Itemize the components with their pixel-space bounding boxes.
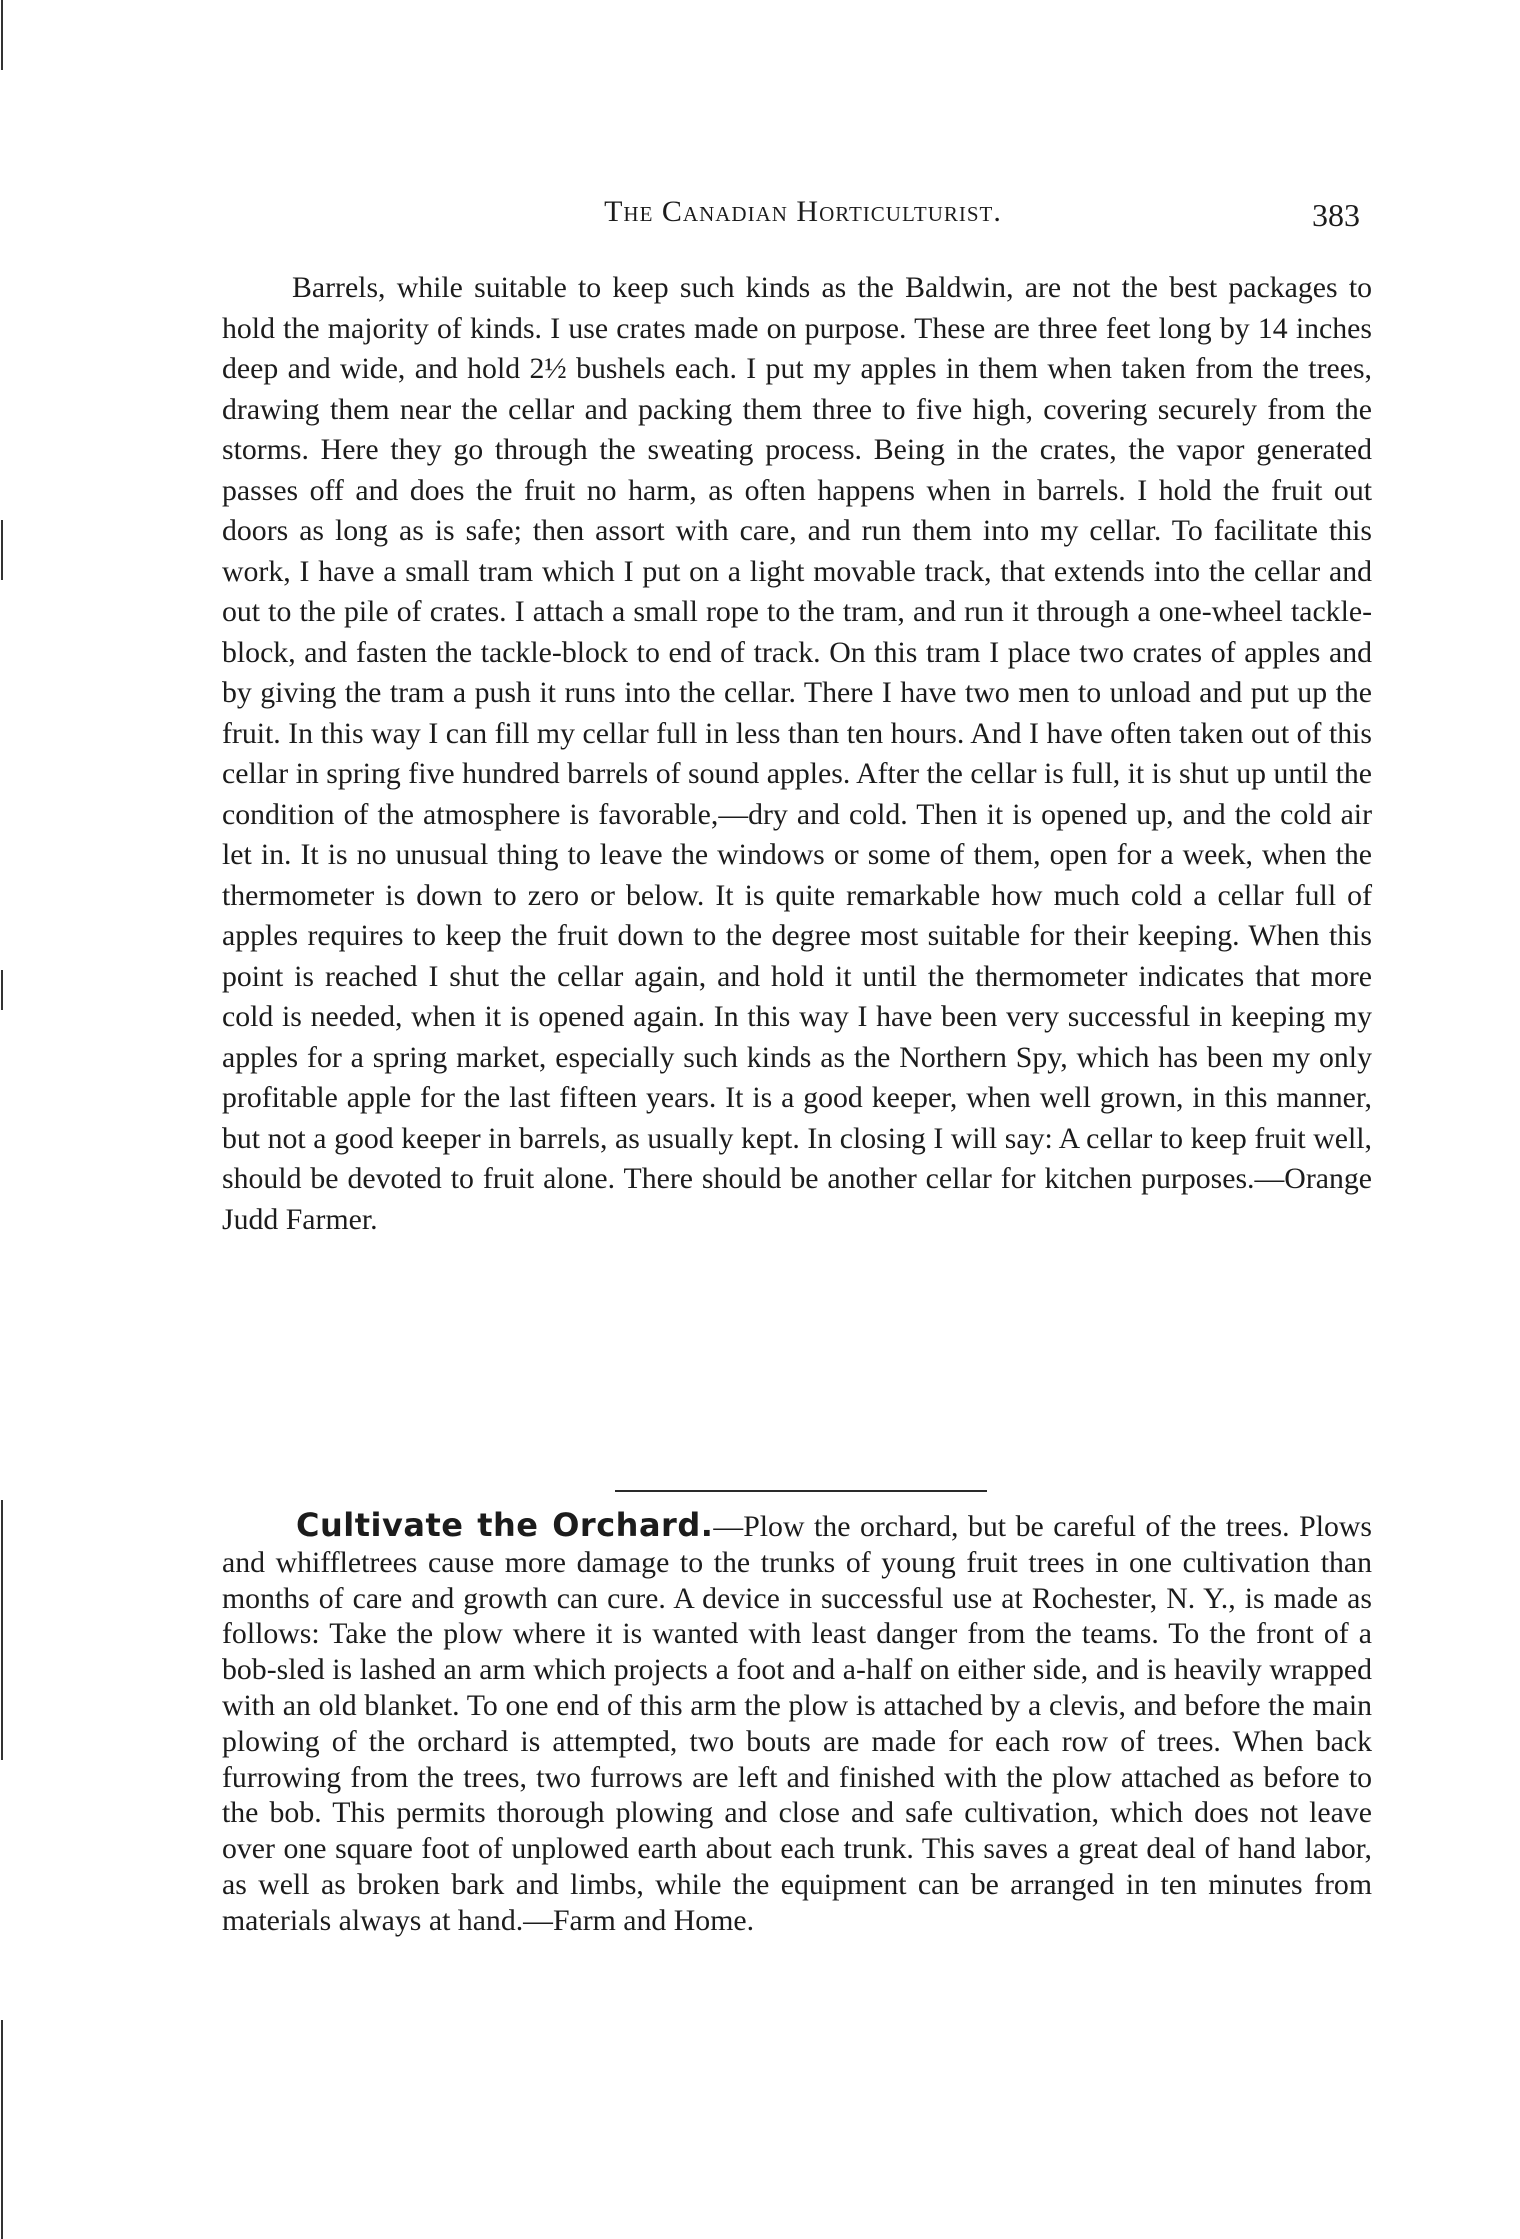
edge-mark <box>1 970 3 1010</box>
running-title: The Canadian Horticulturist. <box>604 195 1002 228</box>
edge-mark <box>1 0 3 70</box>
page-header <box>228 195 1378 243</box>
edge-mark <box>1 520 3 580</box>
page-number: 383 <box>1312 197 1360 233</box>
article-heading: Cultivate the Orchard. <box>296 1506 714 1544</box>
article-cultivate-orchard <box>222 1508 1372 1939</box>
edge-mark <box>1 2020 3 2239</box>
article-cellar-storage: Barrels, while suitable to keep such kinds as the Baldwin, are not the best packages to hold the majority of kinds. I use crates made on purpose. These are three feet long by 14 inches deep and wide, and hold 2½ bushels each. I put my apples in them when taken from the trees, drawing them near the cellar and packing them three to five high, covering securely from the storms. Here they go through the sweating process. Being in the crates, the vapor generated passes off and does the fruit no harm, as often happens when in barrels. I hold the fruit out doors as long as is safe; then assort with care, and run them into my cellar. To facilitate this work, I have a small tram which I put on a light movable track, that extends into the cellar and out to the pile of crates. I attach a small rope to the tram, and run it through a one-wheel tackle-block, and fasten the tackle-block to end of track. On this tram I place two crates of apples and by giving the tram a push it runs into the cellar. There I have two men to unload and put up the fruit. In this way I can fill my cellar full in less than ten hours. And I have often taken out of this cellar in spring five hundred barrels of sound apples. After the cellar is full, it is shut up until the condition of the atmosphere is favorable,—dry and cold. Then it is opened up, and the cold air let in. It is no unusual thing to leave the windows or some of them, open for a week, when the thermometer is down to zero or below. It is quite remarkable how much cold a cellar full of apples requires to keep the fruit down to the degree most suitable for their keeping. When this point is reached I shut the cellar again, and hold it until the thermometer indicates that more cold is needed, when it is opened again. In this way I have been very successful in keeping my apples for a spring market, especially such kinds as the Northern Spy, which has been my only profitable apple for the last fifteen years. It is a good keeper, when well grown, in this manner, but not a good keeper in barrels, as usually kept. In closing I will say: A cellar to keep fruit well, should be devoted to fruit alone. There should be another cellar for kitchen purposes.—Orange Judd Farmer. <box>222 271 1372 1236</box>
page-edge <box>0 0 4 2239</box>
edge-mark <box>1 1500 3 1760</box>
section-divider <box>615 1490 987 1492</box>
article-body: —Plow the orchard, but be careful of the trees. Plows and whiffletrees cause more damage to the trunks of young fruit trees in one cultivation than months of care and growth can cure. A device in successful use at Rochester, N. Y., is made as follows: Take the plow where it is wanted with least danger from the teams. To the front of a bob-sled is lashed an arm which projects a foot and a-half on either side, and is heavily wrapped with an old blanket. To one end of this arm the plow is attached by a clevis, and before the main plowing of the orchard is attempted, two bouts are made for each row of trees. When back furrowing from the trees, two furrows are left and finished with the plow attached as before to the bob. This permits thorough plowing and close and safe cultivation, which does not leave over one square foot of unplowed earth about each trunk. This saves a great deal of hand labor, as well as broken bark and limbs, while the equipment can be arranged in ten minutes from materials always at hand.—Farm and Home. <box>222 1510 1372 1937</box>
